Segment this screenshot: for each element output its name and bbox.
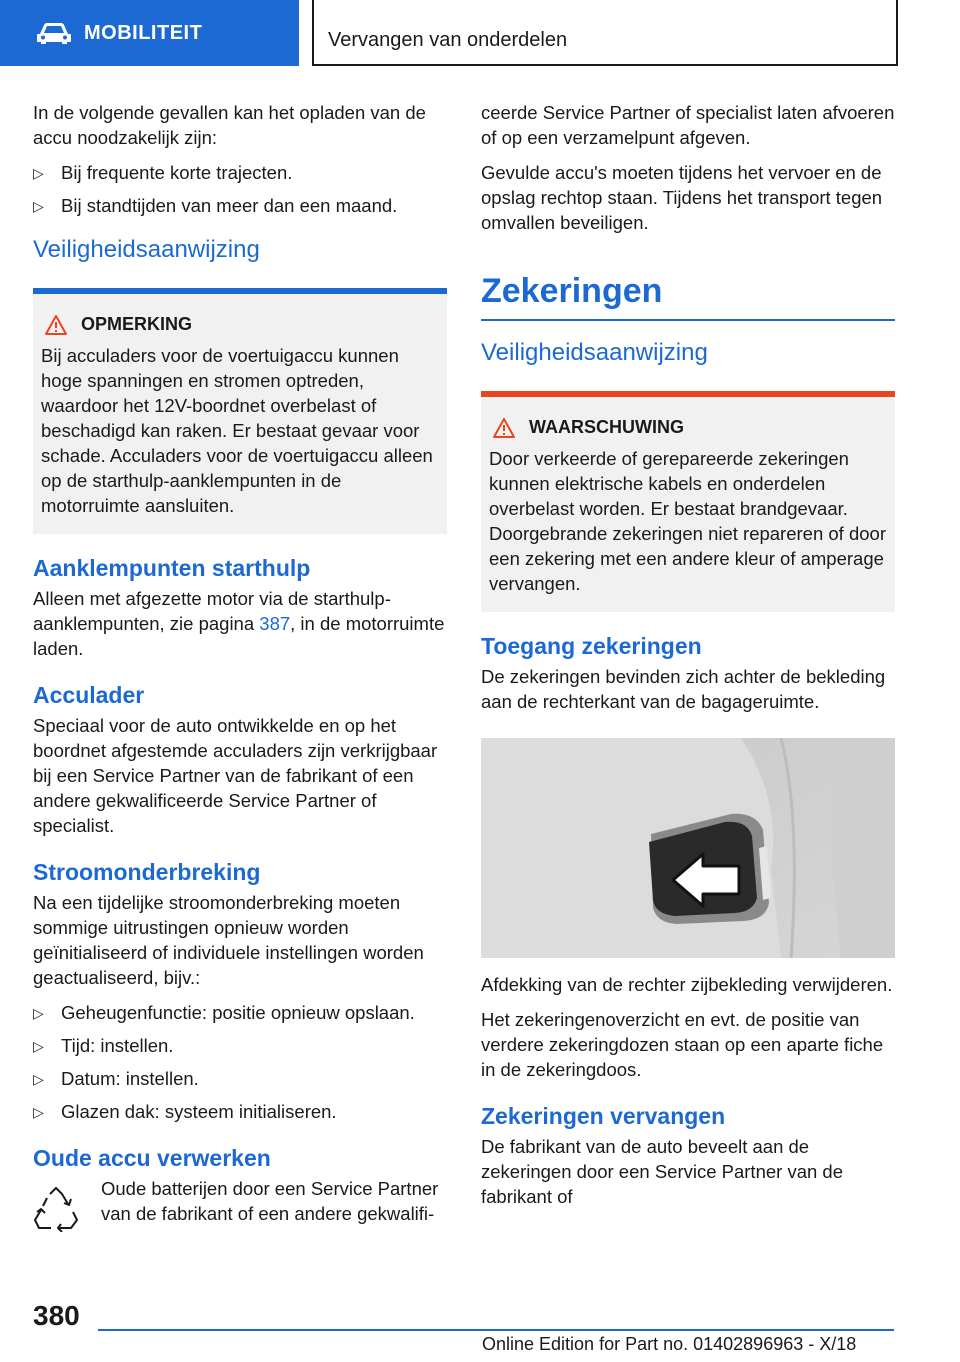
old-battery-heading: Oude accu verwerken bbox=[33, 1145, 271, 1171]
safety-heading: Veiligheidsaanwijzing bbox=[33, 236, 260, 263]
page-link[interactable]: 387 bbox=[259, 613, 291, 634]
intro-text: In de volgende gevallen kan het opladen van de accu noodzakelijk zijn: bbox=[33, 102, 426, 148]
old-battery-row bbox=[33, 1176, 447, 1236]
terminals-text: Alleen met afgezette motor via de starthulp-aanklempunten, zie pagina 387, in de motorruimte laden. bbox=[33, 588, 445, 659]
interrupt-text: Na een tijdelijke stroomonderbreking moeten sommige uitrustingen opnieuw worden geïnitialiseerd of individuele instellingen worden geactualiseerd, bijv.: bbox=[33, 892, 424, 988]
triangle-bullet-icon: ▷ bbox=[33, 1005, 44, 1021]
charger-text: Speciaal voor de auto ontwikkelde en op het boordnet afgestemde acculaders zijn verkrijgbaar bij een Service Partner van de fabrikant of een andere gekwalificeerde Service Partner of specialist. bbox=[33, 715, 438, 836]
list-item: ▷ Datum: instellen. bbox=[33, 1066, 447, 1091]
list-item: ▷ Bij standtijden van meer dan een maand. bbox=[33, 193, 447, 218]
section-label: MOBILITEIT bbox=[84, 21, 203, 44]
notice-title: OPMERKING bbox=[81, 314, 193, 334]
fuses-heading: Zekeringen bbox=[481, 271, 895, 321]
edition-text: Online Edition for Part no. 01402896963 - X/18 bbox=[482, 1334, 857, 1354]
right-column bbox=[481, 100, 895, 1219]
warning-triangle-icon bbox=[493, 418, 515, 438]
overview-text: Het zekeringenoverzicht en evt. de positie van verdere zekeringdozen staan op een aparte fiche in de zekeringdoos. bbox=[481, 1009, 884, 1080]
old-battery-text: Oude batterijen door een Service Partner van de fabrikant of een andere gekwalifi- bbox=[101, 1178, 439, 1224]
triangle-bullet-icon: ▷ bbox=[33, 165, 44, 181]
access-text: De zekeringen bevinden zich achter de bekleding aan de rechterkant van de bagageruimte. bbox=[481, 666, 886, 712]
list-item: ▷ Tijd: instellen. bbox=[33, 1033, 447, 1058]
notice-body: Bij acculaders voor de voertuigaccu kunnen hoge spanningen en stromen optreden, waardoor het 12V-boordnet overbelast of beschadigd kan raken. Er bestaat gevaar voor schade. Acculaders voor de voertuigaccu alleen op de starthulp-aanklempunten in de motorruimte aansluiten. bbox=[41, 345, 433, 516]
car-icon bbox=[36, 22, 72, 44]
replace-text: De fabrikant van de auto beveelt aan de zekeringen door een Service Partner van de fabrikant of bbox=[481, 1136, 843, 1207]
page-title: Vervangen van onderdelen bbox=[328, 29, 568, 51]
warning-title: WAARSCHUWING bbox=[529, 417, 684, 437]
intro-bullet-list bbox=[33, 160, 447, 218]
trunk-panel-photo bbox=[481, 738, 895, 958]
triangle-bullet-icon: ▷ bbox=[33, 1071, 44, 1087]
list-item: ▷ Glazen dak: systeem initialiseren. bbox=[33, 1099, 447, 1124]
page-number: 380 bbox=[33, 1300, 80, 1331]
interrupt-heading: Stroomonderbreking bbox=[33, 859, 261, 885]
list-item: ▷ Geheugenfunctie: positie opnieuw opslaan. bbox=[33, 1000, 447, 1025]
section-tab bbox=[0, 0, 299, 66]
replace-heading: Zekeringen vervangen bbox=[481, 1103, 726, 1129]
access-heading: Toegang zekeringen bbox=[481, 633, 702, 659]
fuses-safety-heading: Veiligheidsaanwijzing bbox=[481, 339, 708, 366]
warning-body: Door verkeerde of gerepareerde zekeringen kunnen elektrische kabels en onderdelen overbelast worden. Er bestaat brandgevaar. Doorgebrande zekeringen niet repareren of door een zekering met een andere kleur of amperage vervangen. bbox=[489, 448, 886, 594]
terminals-heading: Aanklempunten starthulp bbox=[33, 555, 311, 581]
recycle-icon bbox=[33, 1186, 79, 1232]
triangle-bullet-icon: ▷ bbox=[33, 1038, 44, 1054]
interrupt-bullet-list bbox=[33, 1000, 447, 1124]
transport-text: Gevulde accu's moeten tijdens het vervoer en de opslag rechtop staan. Tijdens het transport tegen omvallen beveiligen. bbox=[481, 162, 883, 233]
left-column bbox=[33, 100, 447, 1236]
continued-text: ceerde Service Partner of specialist laten afvoeren of op een verzamelpunt afgeven. bbox=[481, 102, 895, 148]
warning-box bbox=[481, 391, 895, 612]
notice-box bbox=[33, 288, 447, 534]
triangle-bullet-icon: ▷ bbox=[33, 1104, 44, 1120]
triangle-bullet-icon: ▷ bbox=[33, 198, 44, 214]
footer-divider bbox=[98, 1329, 894, 1331]
warning-triangle-icon bbox=[45, 315, 67, 335]
photo-caption: Afdekking van de rechter zijbekleding verwijderen. bbox=[481, 974, 893, 995]
charger-heading: Acculader bbox=[33, 682, 145, 708]
page-title-box bbox=[312, 0, 898, 66]
list-item: ▷ Bij frequente korte trajecten. bbox=[33, 160, 447, 185]
